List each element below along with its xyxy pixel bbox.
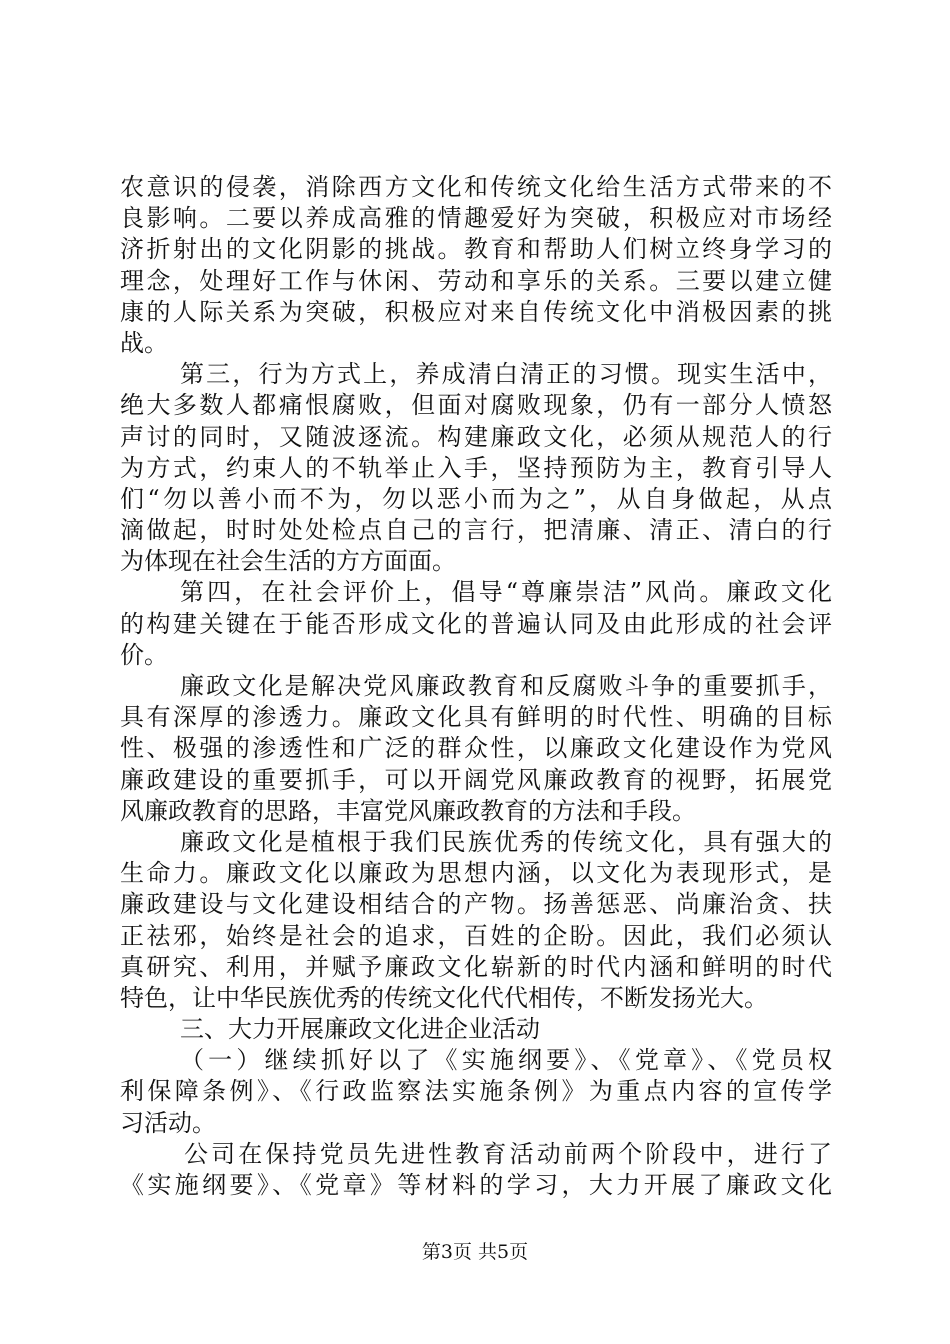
text-line: 真研究、利用，并赋予廉政文化崭新的时代内涵和鲜明的时代	[120, 952, 832, 981]
text-line: 《实施纲要》、《党章》等材料的学习，大力开展了廉政文化	[120, 1171, 832, 1199]
text-line: 农意识的侵袭，消除西方文化和传统文化给生活方式带来的不	[120, 173, 832, 201]
text-line: 战。	[120, 328, 168, 357]
text-line: 正祛邪，始终是社会的追求，百姓的企盼。因此，我们必须认	[120, 921, 832, 950]
page-footer: 第3页 共5页	[421, 1241, 529, 1263]
text-line: 廉政建设与文化建设相结合的产物。扬善惩恶、尚廉治贪、扶	[120, 890, 832, 919]
paragraph-first-line: 第四，在社会评价上，倡导“尊廉崇洁”风尚。廉政文化	[180, 578, 832, 607]
text-line: 声讨的同时，又随波逐流。构建廉政文化，必须从规范人的行	[120, 422, 832, 451]
text-line: 特色，让中华民族优秀的传统文化代代相传，不断发扬光大。	[120, 983, 768, 1012]
text-line: 康的人际关系为突破，积极应对来自传统文化中消极因素的挑	[120, 297, 832, 326]
text-line: 利保障条例》、《行政监察法实施条例》为重点内容的宣传学	[120, 1077, 832, 1106]
text-line: 的构建关键在于能否形成文化的普遍认同及由此形成的社会评	[120, 609, 832, 638]
text-line: 为方式，约束人的不轨举止入手，坚持预防为主，教育引导人	[120, 453, 832, 482]
paragraph-first-line: 公司在保持党员先进性教育活动前两个阶段中，进行了	[184, 1139, 832, 1168]
text-line: 良影响。二要以养成高雅的情趣爱好为突破，积极应对市场经	[120, 204, 832, 233]
paragraph-first-line: 廉政文化是植根于我们民族优秀的传统文化，具有强大的	[180, 827, 832, 856]
text-line: 具有深厚的渗透力。廉政文化具有鲜明的时代性、明确的目标	[120, 703, 832, 732]
body-text	[120, 172, 832, 1201]
text-line: 为体现在社会生活的方方面面。	[120, 547, 456, 576]
text-line: 们“勿以善小而不为，勿以恶小而为之”，从自身做起，从点	[120, 484, 832, 513]
text-line: 绝大多数人都痛恨腐败，但面对腐败现象，仍有一部分人愤怒	[120, 391, 832, 420]
text-line: 济折射出的文化阴影的挑战。教育和帮助人们树立终身学习的	[120, 235, 832, 264]
text-line: 价。	[120, 640, 168, 669]
subsection-heading: （一）继续抓好以了《实施纲要》、《党章》、《党员权	[180, 1046, 832, 1075]
paragraph-first-line: 廉政文化是解决党风廉政教育和反腐败斗争的重要抓手，	[180, 672, 832, 700]
section-heading: 三、大力开展廉政文化进企业活动	[180, 1015, 540, 1044]
paragraph-first-line: 第三，行为方式上，养成清白清正的习惯。现实生活中，	[180, 360, 832, 389]
text-line: 理念，处理好工作与休闲、劳动和享乐的关系。三要以建立健	[120, 266, 832, 295]
text-line: 滴做起，时时处处检点自己的言行，把清廉、清正、清白的行	[120, 516, 832, 545]
text-line: 风廉政教育的思路，丰富党风廉政教育的方法和手段。	[120, 796, 696, 825]
text-line: 廉政建设的重要抓手，可以开阔党风廉政教育的视野，拓展党	[120, 765, 832, 794]
text-line: 生命力。廉政文化以廉政为思想内涵，以文化为表现形式，是	[120, 859, 832, 888]
text-line: 习活动。	[120, 1108, 216, 1137]
text-line: 性、极强的渗透性和广泛的群众性，以廉政文化建设作为党风	[120, 734, 832, 763]
